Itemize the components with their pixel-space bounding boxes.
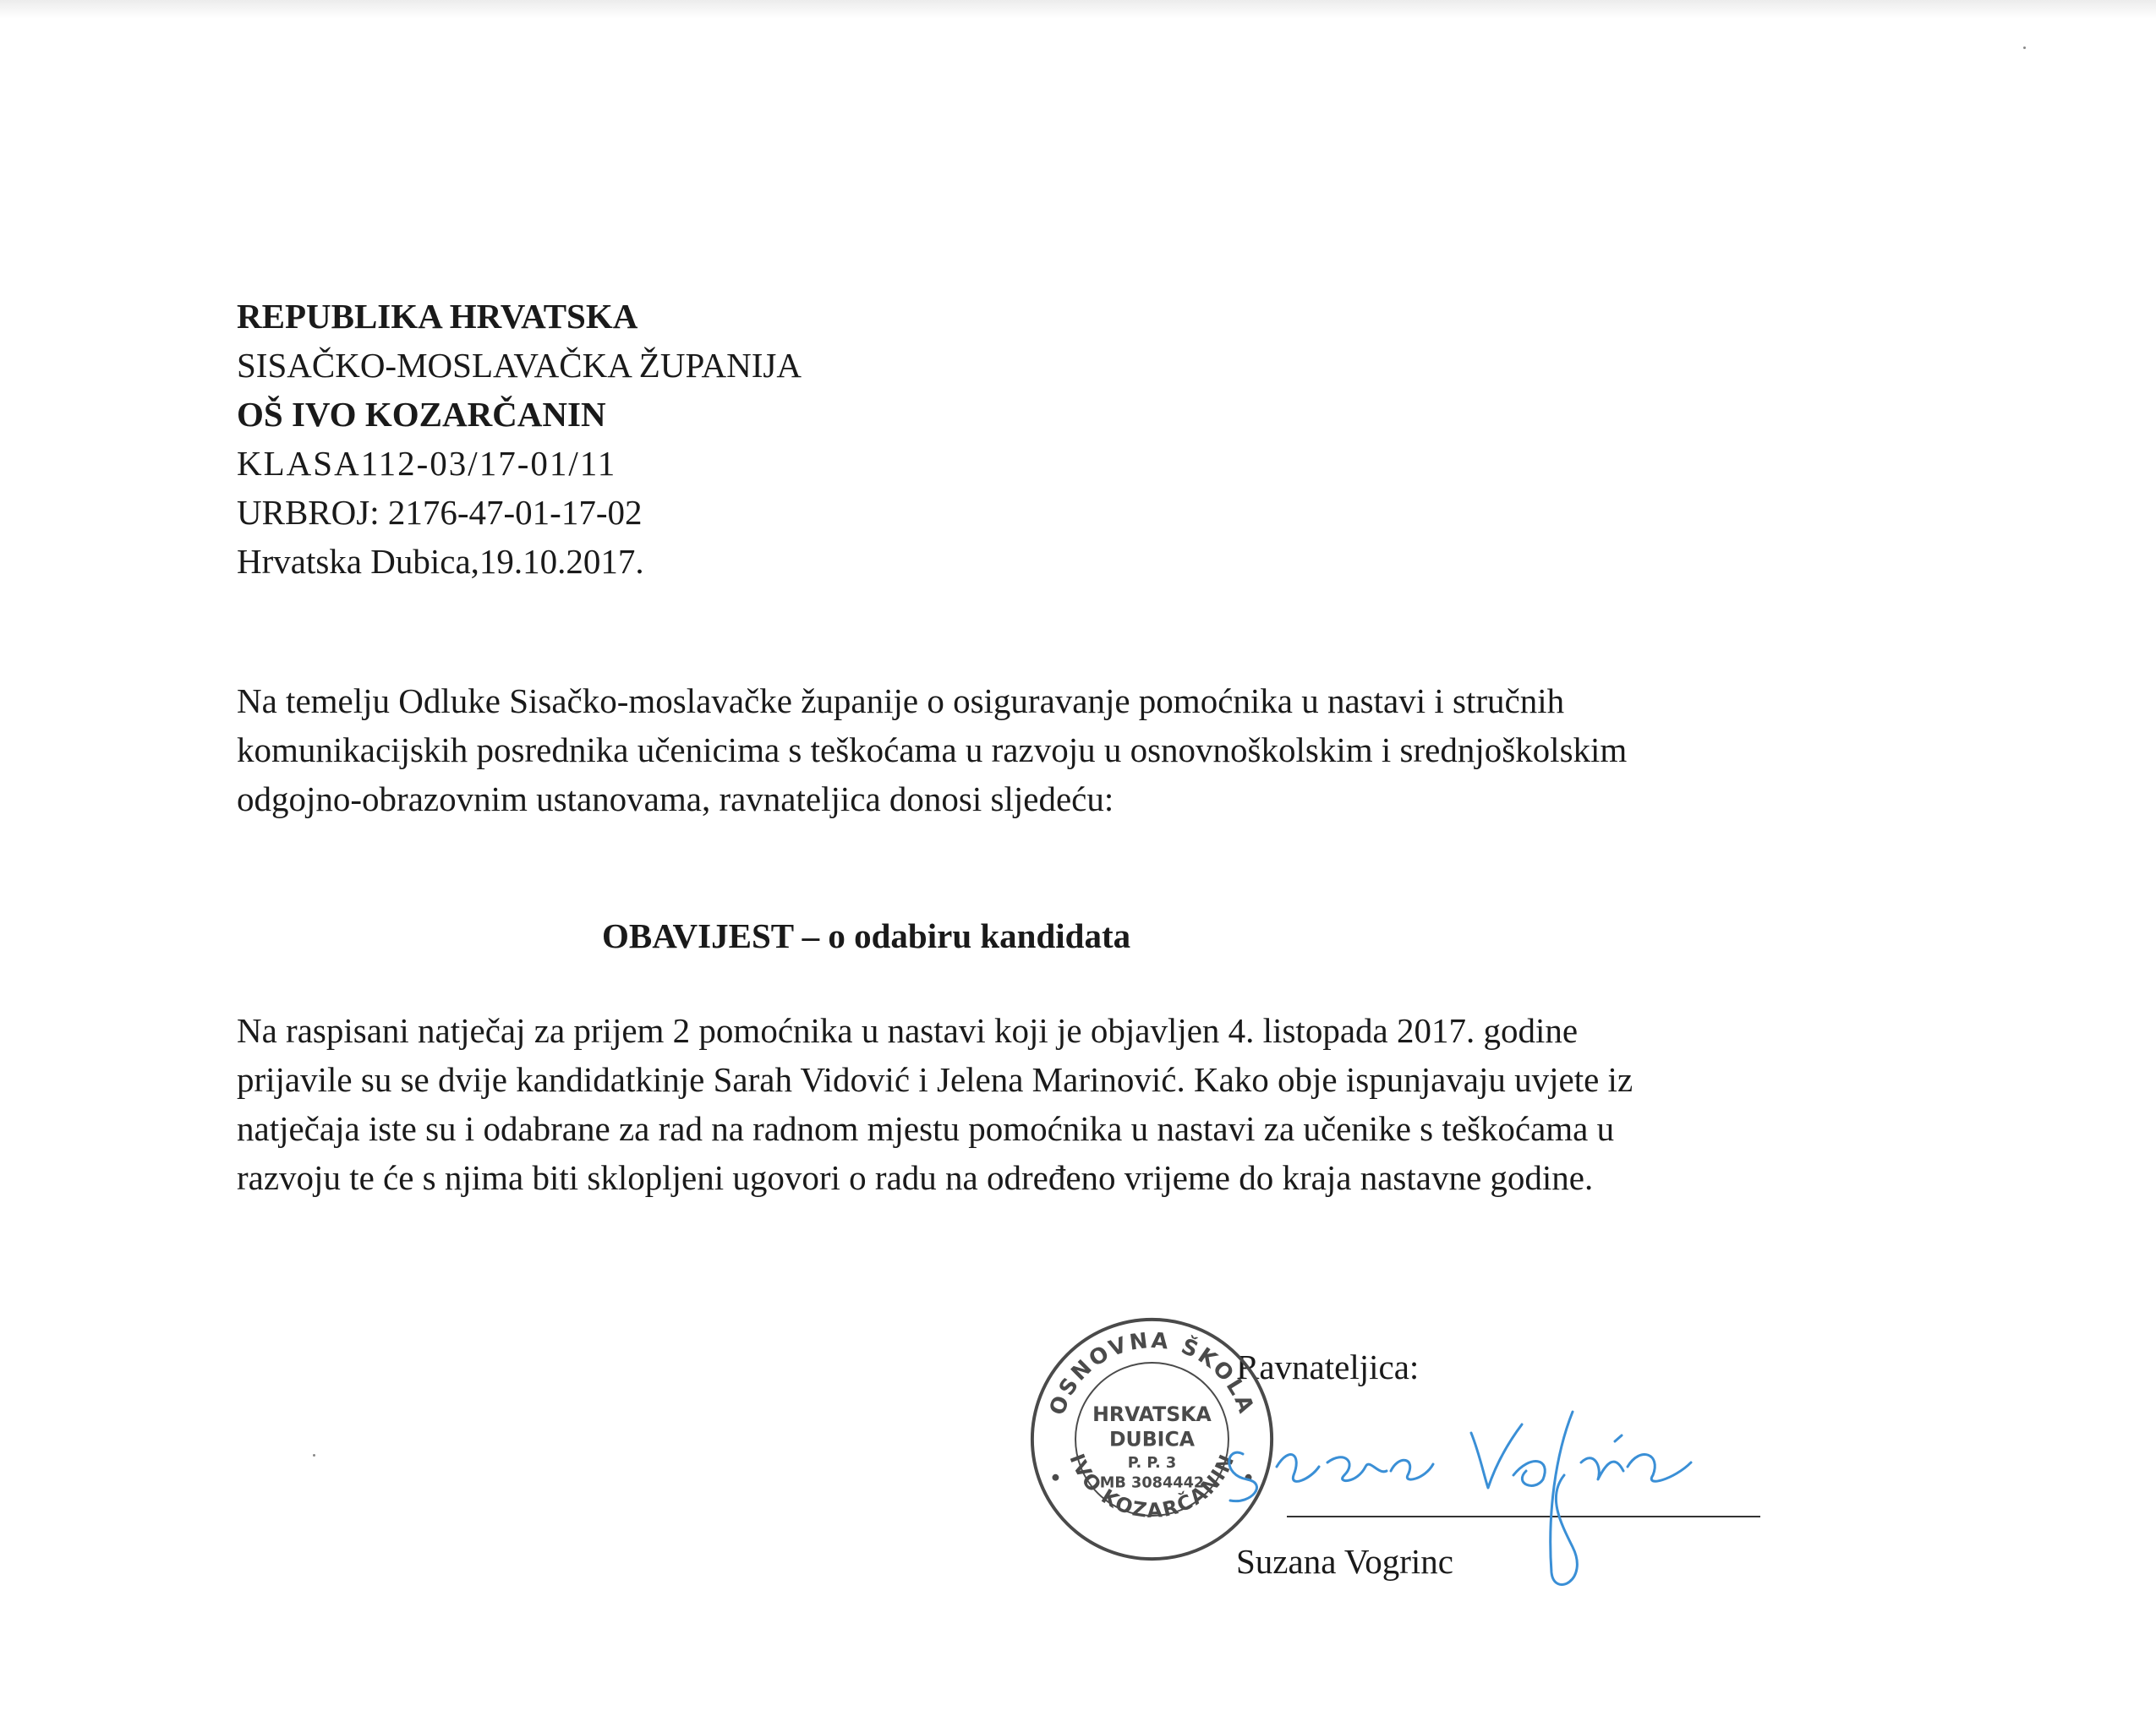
stamp-ring-bottom: IVO KOZARČANIN bbox=[1064, 1449, 1239, 1522]
klasa-number: KLASA112-03/17-01/11 bbox=[237, 444, 617, 483]
county-name: SISAČKO-MOSLAVAČKA ŽUPANIJA bbox=[237, 346, 802, 385]
signatory-name: Suzana Vogrinc bbox=[1236, 1542, 1453, 1581]
letterhead bbox=[237, 292, 802, 586]
body-line: razvoju te će s njima biti sklopljeni ugovori o radu na određeno vrijeme do kraja nastavne godine. bbox=[237, 1158, 1594, 1197]
place-and-date: Hrvatska Dubica,19.10.2017. bbox=[237, 542, 644, 581]
school-name: OŠ IVO KOZARČANIN bbox=[237, 395, 606, 434]
country-name: REPUBLIKA HRVATSKA bbox=[237, 297, 638, 336]
stamp-line-4: MB 3084442 bbox=[1099, 1474, 1205, 1492]
body-line: prijavile su se dvije kandidatkinje Sarah Vidović i Jelena Marinović. Kako obje ispunjavaju uvjete iz bbox=[237, 1060, 1633, 1099]
stamp-line-2: DUBICA bbox=[1108, 1427, 1196, 1451]
urbroj-number: URBROJ: 2176-47-01-17-02 bbox=[237, 493, 643, 532]
scan-speck bbox=[2023, 46, 2026, 49]
stamp-line-3: P. P. 3 bbox=[1127, 1454, 1177, 1472]
body-line: natječaja iste su i odabrane za rad na radnom mjestu pomoćnika u nastavi za učenike s teškoćama u bbox=[237, 1109, 1615, 1148]
intro-line: komunikacijskih posrednika učenicima s teškoćama u razvoju u osnovnoškolskim i srednjoškolskim bbox=[237, 730, 1628, 769]
handwritten-signature-icon bbox=[1218, 1395, 1725, 1598]
intro-line: odgojno-obrazovnim ustanovama, ravnateljica donosi sljedeću: bbox=[237, 779, 1114, 818]
scan-speck bbox=[313, 1454, 315, 1457]
stamp-ring-top: OSNOVNA ŠKOLA bbox=[1044, 1327, 1260, 1419]
stamp-line-1: HRVATSKA bbox=[1092, 1402, 1212, 1426]
document-title: OBAVIJEST – o odabiru kandidata bbox=[602, 916, 1131, 955]
signatory-role: Ravnateljica: bbox=[1236, 1348, 1420, 1386]
scan-edge-shadow bbox=[0, 0, 2156, 19]
body-paragraph bbox=[237, 1006, 1633, 1202]
body-line: Na raspisani natječaj za prijem 2 pomoćnika u nastavi koji je objavljen 4. listopada 2017. godine bbox=[237, 1011, 1579, 1050]
intro-line: Na temelju Odluke Sisačko-moslavačke županije o osiguravanje pomoćnika u nastavi i stručnih bbox=[237, 681, 1565, 720]
intro-paragraph bbox=[237, 676, 1928, 823]
